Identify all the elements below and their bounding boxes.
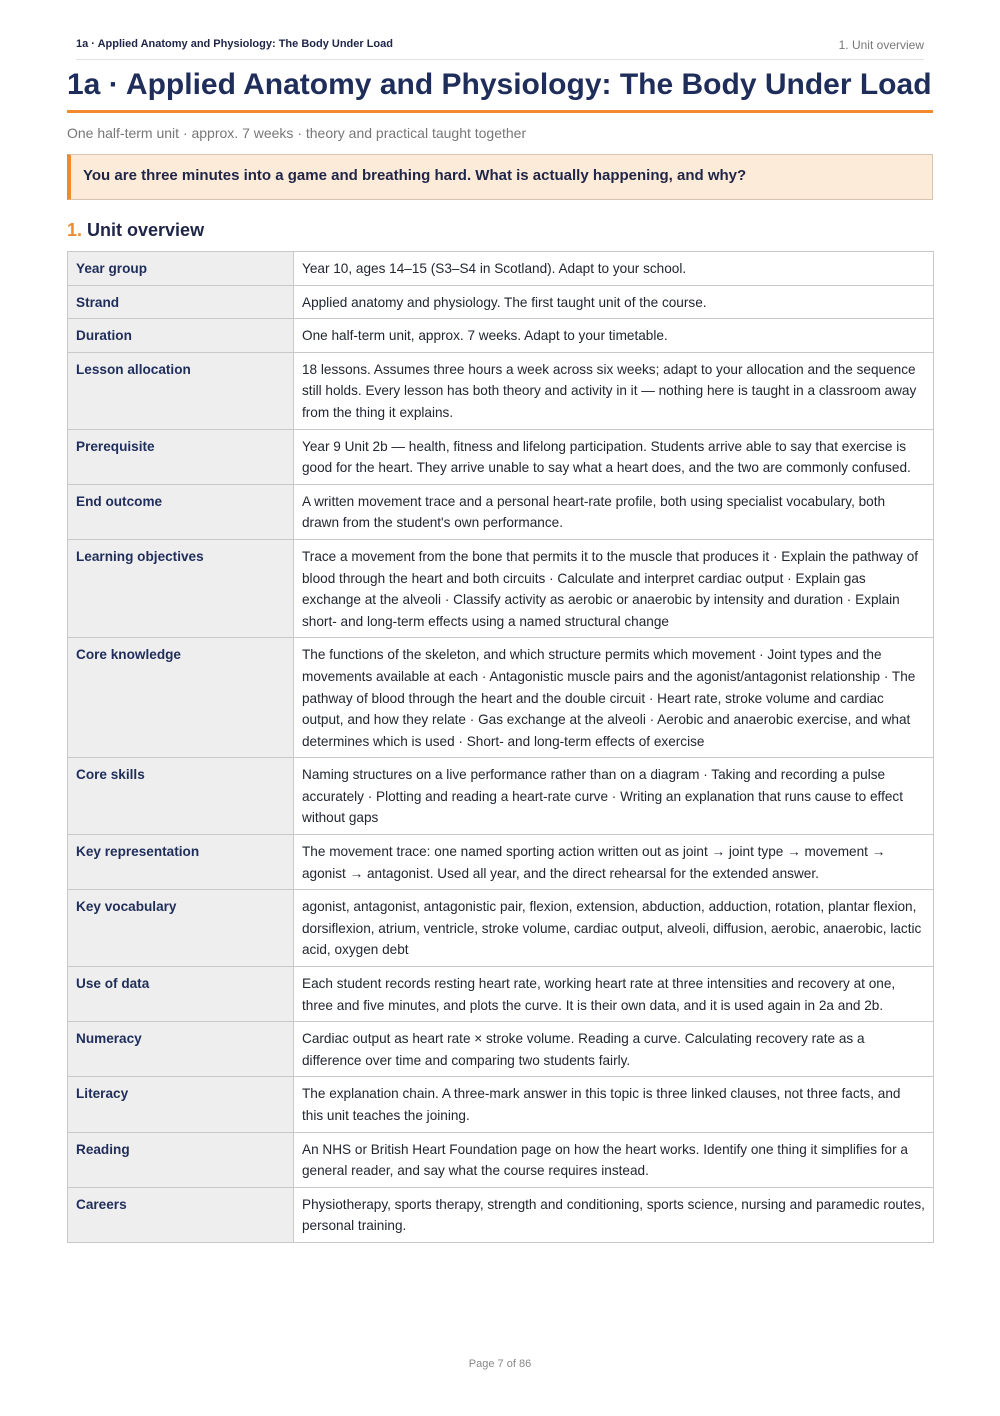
table-row: [68, 429, 934, 484]
row-label: Key representation: [68, 835, 294, 890]
row-value: A written movement trace and a personal heart-rate profile, both using specialist vocabulary, both drawn from the student's own performance.: [294, 484, 934, 539]
row-value: Applied anatomy and physiology. The first taught unit of the course.: [294, 285, 934, 319]
row-label: Strand: [68, 285, 294, 319]
page-subtitle: One half-term unit · approx. 7 weeks · theory and practical taught together: [67, 125, 527, 141]
row-value: 18 lessons. Assumes three hours a week across six weeks; adapt to your allocation and the sequence still holds. Every lesson has both theory and activity in it — nothing here is taught in a classroom away from the thing it explains.: [294, 352, 934, 429]
running-header: [76, 38, 924, 60]
row-label: Lesson allocation: [68, 352, 294, 429]
row-value: One half-term unit, approx. 7 weeks. Adapt to your timetable.: [294, 319, 934, 353]
page-footer: Page 7 of 86: [468, 1358, 532, 1370]
row-value: Trace a movement from the bone that permits it to the muscle that produces it · Explain the pathway of blood through the heart and both circuits · Calculate and interpret cardiac output · Explain gas exchange at the alveoli · Classify activity as aerobic or anaerobic by intensity and duration · Explain short- and long-term effects using a named structural change: [294, 539, 934, 637]
table-row: [68, 252, 934, 286]
row-label: Core skills: [68, 758, 294, 835]
row-value: agonist, antagonist, antagonistic pair, flexion, extension, abduction, adduction, rotation, plantar flexion, dorsiflexion, atrium, ventricle, stroke volume, cardiac output, alveoli, diffusion, aerobic, anaerobic, lactic acid, oxygen debt: [294, 890, 934, 967]
running-header-title: 1a · Applied Anatomy and Physiology: The Body Under Load: [76, 38, 393, 50]
row-label: Use of data: [68, 967, 294, 1022]
row-value: The movement trace: one named sporting action written out as joint → joint type → movement → agonist → antagonist. Used all year, and the direct rehearsal for the extended answer.: [294, 835, 934, 890]
row-label: Learning objectives: [68, 539, 294, 637]
row-label: Key vocabulary: [68, 890, 294, 967]
row-value: The functions of the skeleton, and which structure permits which movement · Joint types and the movements available at each · Antagonistic muscle pairs and the agonist/antagonist relationship · The pathway of blood through the heart and the double circuit · Heart rate, stroke volume and cardiac output, and how they relate · Gas exchange at the alveoli · Aerobic and anaerobic exercise, and what determines which is used · Short- and long-term effects of exercise: [294, 638, 934, 758]
key-question-callout: You are three minutes into a game and breathing hard. What is actually happening, and why?: [67, 154, 933, 200]
row-value: Year 9 Unit 2b — health, fitness and lifelong participation. Students arrive able to say that exercise is good for the heart. They arrive unable to say what a heart does, and the two are commonly confused.: [294, 429, 934, 484]
table-row: [68, 758, 934, 835]
table-row: [68, 967, 934, 1022]
unit-overview-table: [67, 251, 934, 1243]
table-row: [68, 539, 934, 637]
row-label: Core knowledge: [68, 638, 294, 758]
table-row: [68, 352, 934, 429]
row-label: Year group: [68, 252, 294, 286]
row-value: The explanation chain. A three-mark answer in this topic is three linked clauses, not three facts, and this unit teaches the joining.: [294, 1077, 934, 1132]
row-value: Naming structures on a live performance rather than on a diagram · Taking and recording a pulse accurately · Plotting and reading a heart-rate curve · Writing an explanation that runs cause to effect without gaps: [294, 758, 934, 835]
row-label: Literacy: [68, 1077, 294, 1132]
unit-overview-table-body: [68, 252, 934, 1243]
row-value: Cardiac output as heart rate × stroke volume. Reading a curve. Calculating recovery rate as a difference over time and comparing two students fairly.: [294, 1022, 934, 1077]
table-row: [68, 1187, 934, 1242]
table-row: [68, 890, 934, 967]
row-value: An NHS or British Heart Foundation page on how the heart works. Identify one thing it simplifies for a general reader, and say what the course requires instead.: [294, 1132, 934, 1187]
table-row: [68, 484, 934, 539]
section-number: 1.: [67, 220, 83, 240]
row-label: Prerequisite: [68, 429, 294, 484]
running-header-section: 1. Unit overview: [838, 38, 924, 52]
table-row: [68, 1022, 934, 1077]
table-row: [68, 638, 934, 758]
row-label: Numeracy: [68, 1022, 294, 1077]
row-label: Duration: [68, 319, 294, 353]
table-row: [68, 319, 934, 353]
row-value: Each student records resting heart rate, working heart rate at three intensities and recovery at one, three and five minutes, and plots the curve. It is their own data, and it is used again in 2a and 2b.: [294, 967, 934, 1022]
row-label: Reading: [68, 1132, 294, 1187]
page-title: 1a · Applied Anatomy and Physiology: The Body Under Load: [67, 68, 933, 113]
table-row: [68, 1077, 934, 1132]
row-value: Year 10, ages 14–15 (S3–S4 in Scotland). Adapt to your school.: [294, 252, 934, 286]
row-label: Careers: [68, 1187, 294, 1242]
row-value: Physiotherapy, sports therapy, strength and conditioning, sports science, nursing and paramedic routes, personal training.: [294, 1187, 934, 1242]
table-row: [68, 285, 934, 319]
section-heading: [67, 220, 204, 241]
table-row: [68, 1132, 934, 1187]
table-row: [68, 835, 934, 890]
section-title: Unit overview: [87, 220, 205, 240]
row-label: End outcome: [68, 484, 294, 539]
